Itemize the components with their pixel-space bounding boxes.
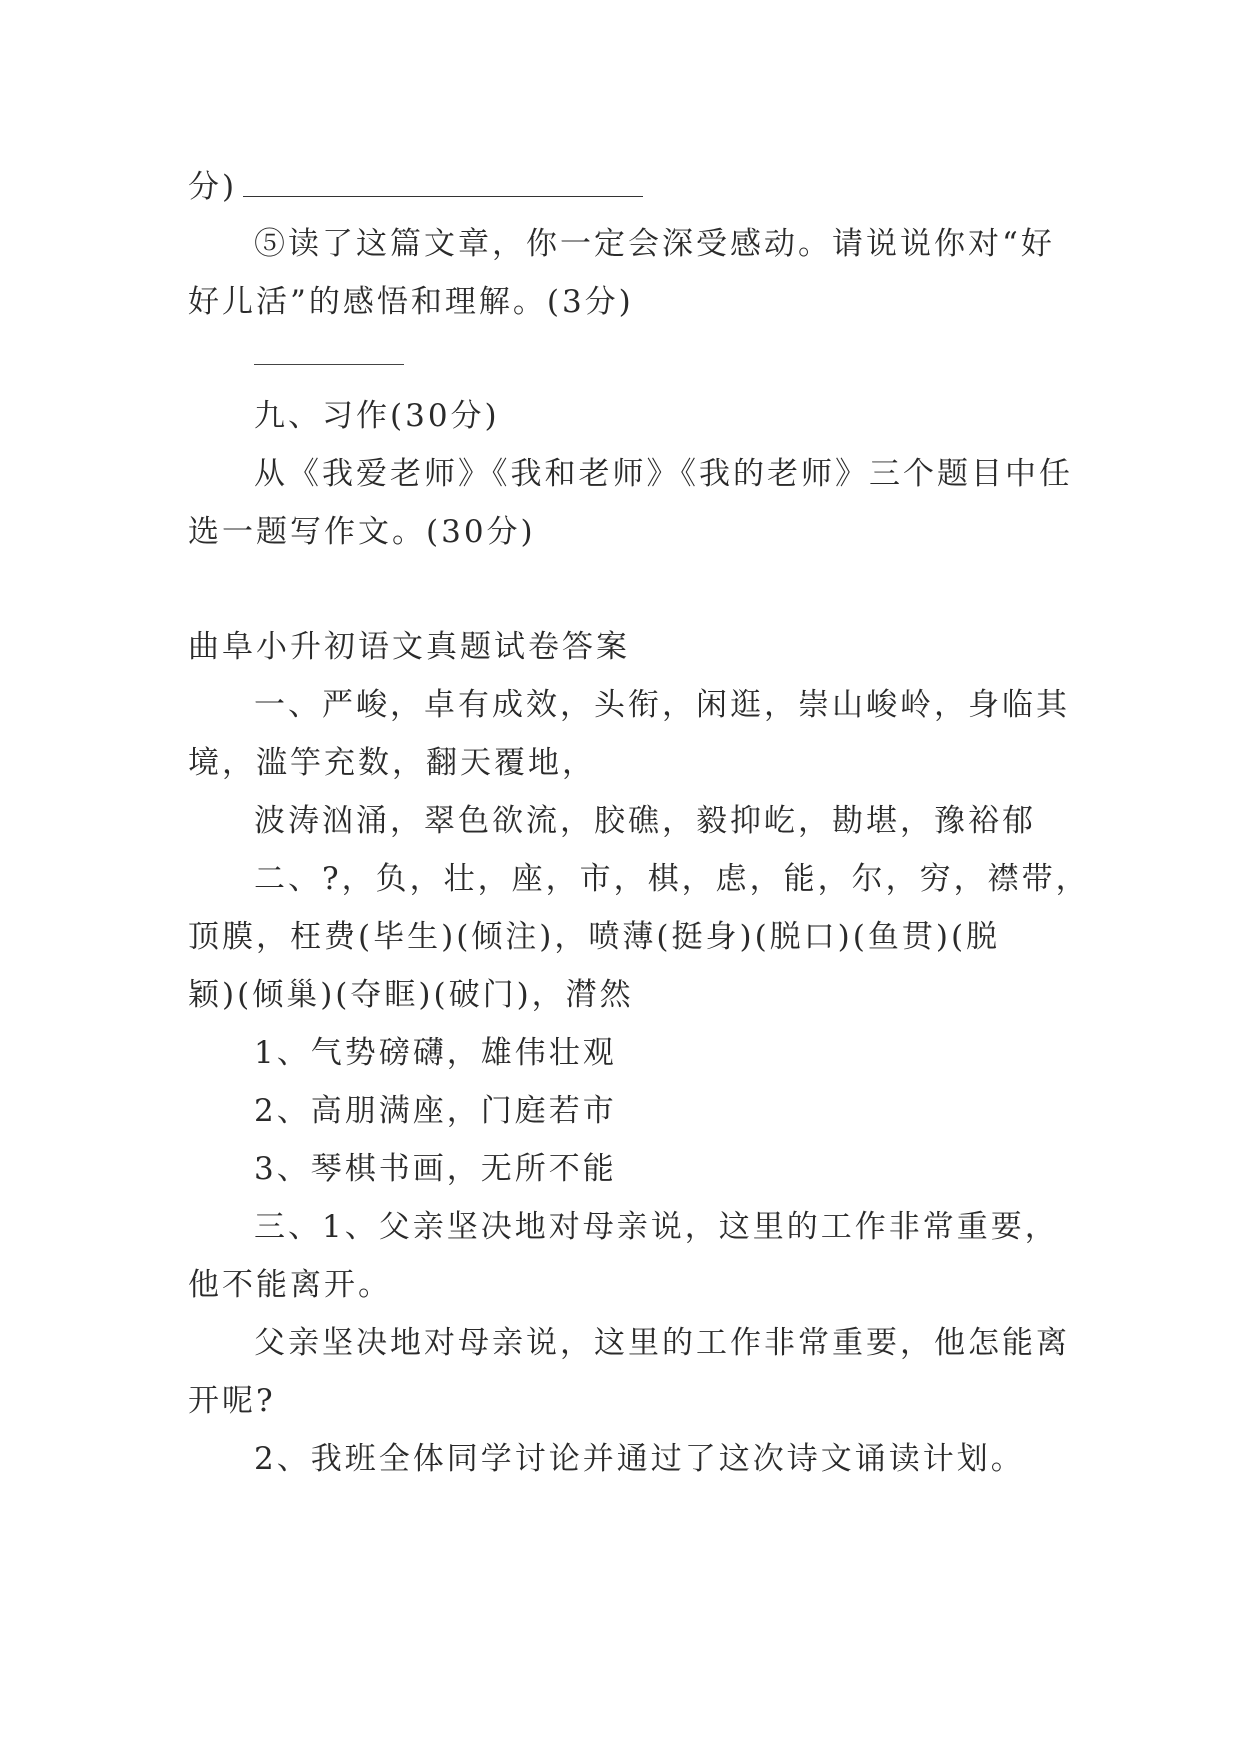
question-5-line-2: 好儿活”的感悟和理解。(3分) [188,284,634,320]
answer-item-3: 3、琴棋书画，无所不能 [254,1151,617,1187]
answer-1-line-3: 波涛汹涌，翠色欲流，胶礁，毅抑屹，勘堪，豫裕郁 [254,803,1036,839]
answer-2-line-2: 顶膜，枉费(毕生)(倾注)，喷薄(挺身)(脱口)(鱼贯)(脱 [188,919,1001,955]
section-9-heading: 九、习作(30分) [254,398,500,434]
answer-3-line-1: 三、1、父亲坚决地对母亲说，这里的工作非常重要， [254,1209,1059,1245]
answer-blank [243,166,643,197]
answer-3-line-4: 开呢? [188,1383,276,1419]
answer-1-line-1: 一、严峻，卓有成效，头衔，闲逛，崇山峻岭，身临其 [254,687,1070,723]
short-answer-blank [254,364,404,365]
answer-1-line-2: 境，滥竽充数，翻天覆地， [188,745,596,781]
answer-blank-line [188,166,643,207]
answer-3-line-3: 父亲坚决地对母亲说，这里的工作非常重要，他怎能离 [254,1325,1070,1361]
question-5-line-1: ⑤读了这篇文章，你一定会深受感动。请说说你对“好 [254,226,1055,262]
answer-2-line-1: 二、?，负，壮，座，市，棋，虑，能，尔，穷，襟带， [254,861,1090,897]
answer-3-line-5: 2、我班全体同学讨论并通过了这次诗文诵读计划。 [254,1441,1025,1477]
answer-item-1: 1、气势磅礴，雄伟壮观 [254,1035,617,1071]
answer-2-line-3: 颖)(倾巢)(夺眶)(破门)，潸然 [188,977,634,1013]
answer-3-line-2: 他不能离开。 [188,1267,392,1303]
blank-line-prefix: 分) [188,169,238,205]
section-9-prompt-line-1: 从《我爱老师》《我和老师》《我的老师》三个题目中任 [254,456,1073,492]
answers-title: 曲阜小升初语文真题试卷答案 [188,629,630,665]
answer-item-2: 2、高朋满座，门庭若市 [254,1093,617,1129]
section-9-prompt-line-2: 选一题写作文。(30分) [188,514,536,550]
